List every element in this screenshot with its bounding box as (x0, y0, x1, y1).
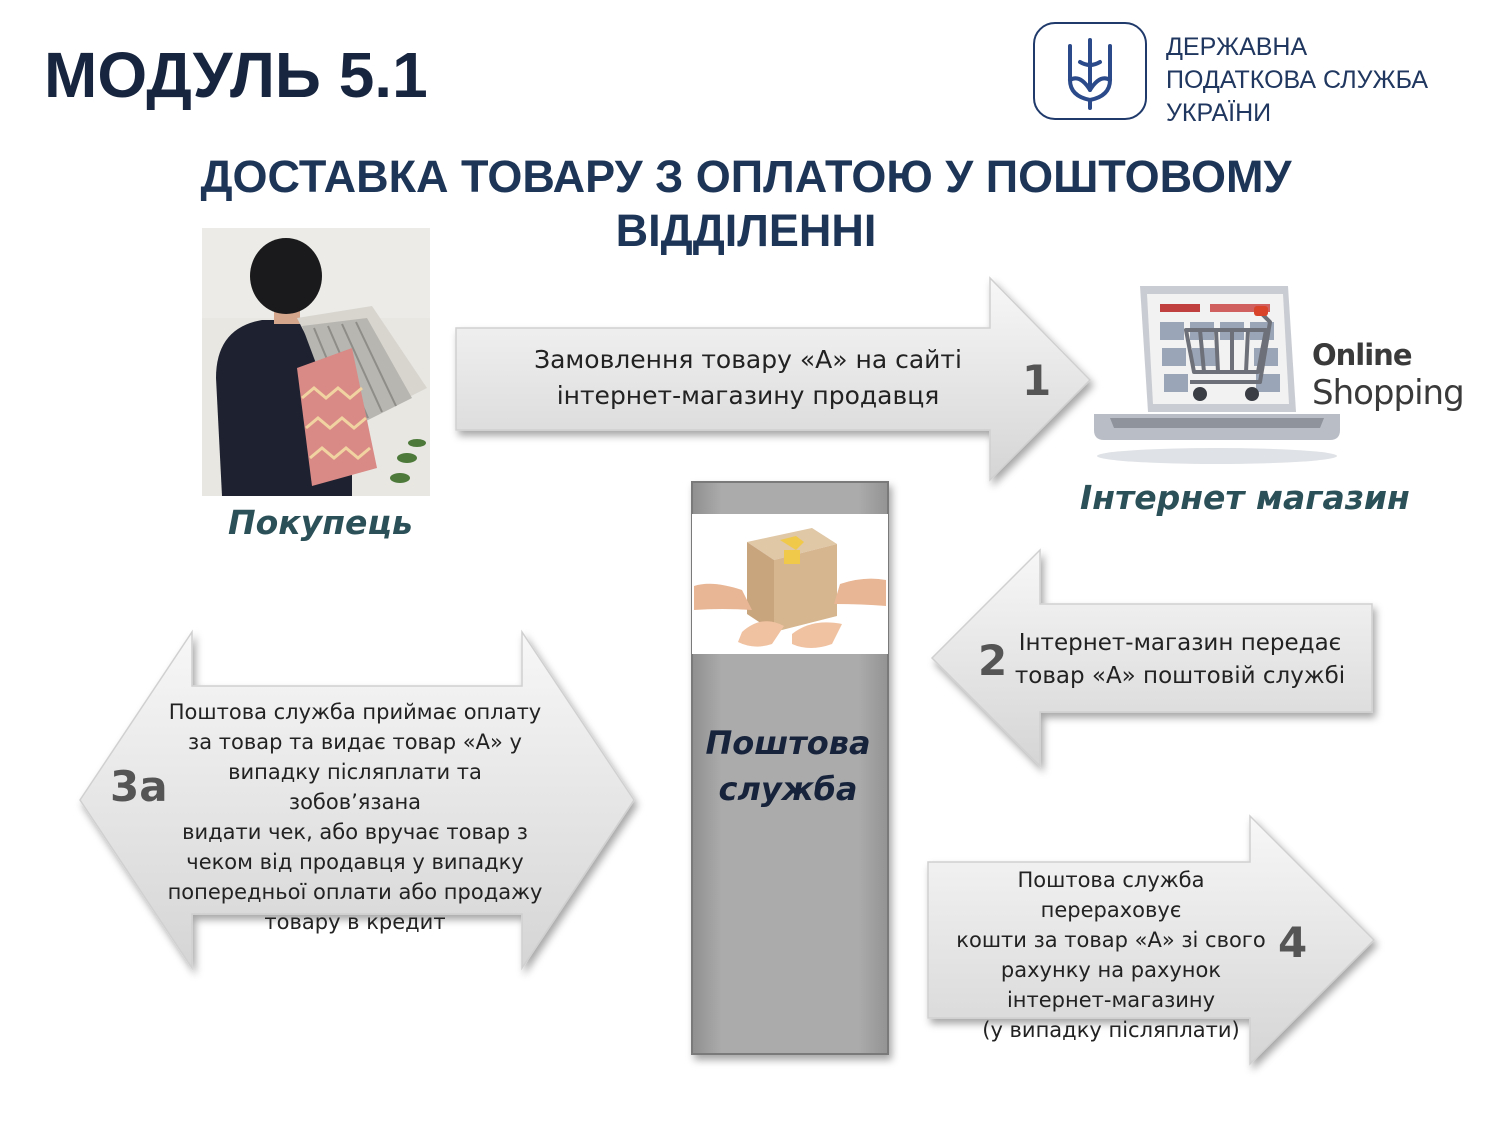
step1-text (478, 342, 1018, 414)
step3a-line: Поштова служба приймає оплату (168, 700, 542, 724)
agency-logo (1033, 22, 1147, 120)
step4-line: (у випадку післяплати) (982, 1018, 1240, 1042)
step2-line: товар «А» поштовій службі (1014, 663, 1346, 689)
post-service-label (690, 720, 886, 812)
post-label-line: служба (718, 770, 858, 808)
step3a-number: 3а (110, 762, 168, 811)
step2-text (1010, 627, 1350, 693)
parcel-icon (692, 514, 888, 654)
online-text: Online (1312, 338, 1412, 372)
step3a-line: чеком від продавця у випадку (186, 850, 524, 874)
step2-line: Інтернет-магазин передає (1018, 630, 1342, 656)
step4-line: інтернет-магазину (1006, 988, 1216, 1012)
title-line: ВІДДІЛЕННІ (615, 205, 877, 256)
step3a-line: видати чек, або вручає товар з (182, 820, 528, 844)
buyer-label: Покупець (228, 503, 413, 542)
shopping-text: Shopping (1312, 373, 1464, 413)
step3a-line: за товар та видає товар «А» у (188, 730, 522, 754)
buyer-photo (202, 228, 430, 496)
step3a-text (160, 697, 550, 937)
step1-number: 1 (1022, 356, 1052, 405)
shop-label: Інтернет магазин (1080, 478, 1410, 517)
agency-line: ПОДАТКОВА СЛУЖБА (1166, 66, 1429, 94)
trident-icon (1035, 24, 1145, 118)
online-shopping-logo (1312, 336, 1464, 412)
agency-line: УКРАЇНИ (1166, 99, 1272, 127)
agency-name (1166, 31, 1486, 130)
step1-line: Замовлення товару «А» на сайті (534, 345, 962, 374)
step4-number: 4 (1278, 918, 1308, 967)
step4-line: Поштова служба перераховує (1017, 868, 1205, 922)
step4-line: рахунку на рахунок (1000, 958, 1222, 982)
step1-line: інтернет-магазину продавця (556, 381, 940, 410)
step3a-line: попередньої оплати або продажу (167, 880, 543, 904)
module-title: МОДУЛЬ 5.1 (44, 39, 428, 111)
step3a-line: товару в кредит (264, 910, 446, 934)
post-label-line: Поштова (705, 724, 871, 762)
step2-number: 2 (978, 636, 1008, 685)
step4-text (944, 865, 1278, 1045)
step3a-line: випадку післяплати та зобов’язана (228, 760, 482, 814)
post-service-column (690, 480, 890, 1058)
agency-line: ДЕРЖАВНА (1166, 33, 1308, 61)
step4-line: кошти за товар «А» зі свого (956, 928, 1266, 952)
title-line: ДОСТАВКА ТОВАРУ З ОПЛАТОЮ У ПОШТОВОМУ (200, 151, 1292, 202)
